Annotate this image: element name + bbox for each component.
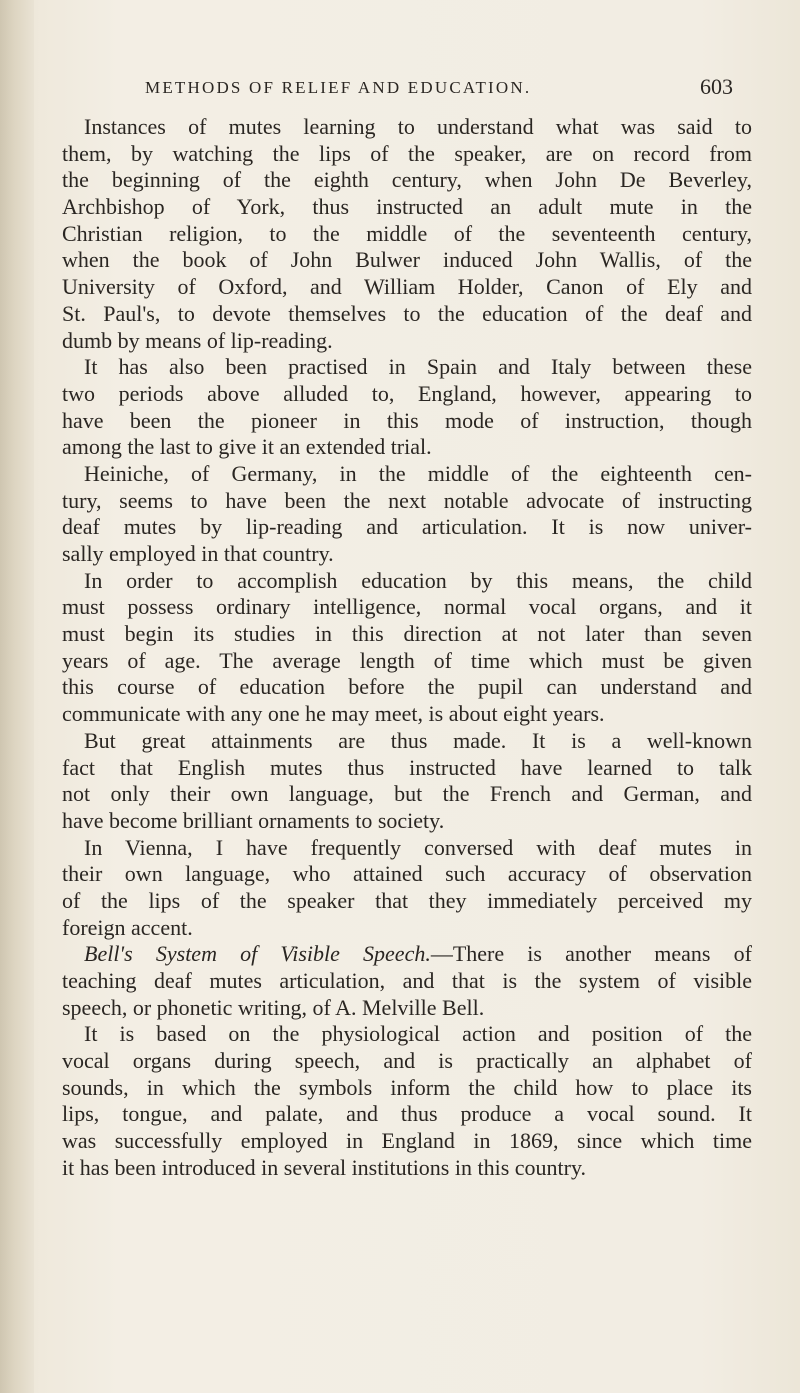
text-line: sounds, in which the symbols inform the child how to place its bbox=[62, 1074, 752, 1100]
text-line: fact that English mutes thus instructed have learned to talk bbox=[62, 754, 752, 780]
text-line: must begin its studies in this direction at not later than seven bbox=[62, 621, 752, 647]
section-heading: Bell's System of Visible Speech. bbox=[84, 941, 431, 967]
text-line: two periods above alluded to, England, however, appearing to bbox=[62, 380, 752, 406]
text-line: teaching deaf mutes articulation, and that is the system of visible bbox=[62, 968, 752, 993]
text-line: Instances of mutes learning to understand what was said to bbox=[84, 114, 752, 139]
text-line: In order to accomplish education by this means, the child bbox=[84, 567, 752, 593]
text-line: sally employed in that country. bbox=[62, 541, 334, 566]
text-line: the beginning of the eighth century, when John De Beverley, bbox=[62, 167, 752, 193]
text-line: University of Oxford, and William Holder, Canon of Ely and bbox=[62, 274, 752, 300]
text-line: deaf mutes by lip-reading and articulation. It is now univer- bbox=[62, 514, 752, 540]
text-line: But great attainments are thus made. It is a well-known bbox=[84, 727, 752, 753]
text-line: communicate with any one he may meet, is about eight years. bbox=[62, 701, 605, 727]
text-line: vocal organs during speech, and is practically an alphabet of bbox=[62, 1048, 752, 1074]
text-line: foreign accent. bbox=[62, 914, 193, 940]
text-line: It is based on the physiological action and position of the bbox=[84, 1021, 752, 1047]
text-line: dumb by means of lip-reading. bbox=[62, 327, 333, 353]
text-line: this course of education before the pupil can understand and bbox=[62, 674, 752, 700]
text-line: of the lips of the speaker that they immediately perceived my bbox=[62, 887, 752, 913]
text-line: not only their own language, but the French and German, and bbox=[62, 781, 752, 807]
text-line: must possess ordinary intelligence, normal vocal organs, and it bbox=[62, 594, 752, 620]
text-line: In Vienna, I have frequently conversed with deaf mutes in bbox=[84, 834, 752, 860]
text-line: them, by watching the lips of the speaker, are on record from bbox=[62, 140, 752, 166]
text-line: speech, or phonetic writing, of A. Melville Bell. bbox=[62, 994, 485, 1020]
text-line: their own language, who attained such accuracy of observation bbox=[62, 861, 752, 887]
text-line: It has also been practised in Spain and Italy between these bbox=[84, 354, 752, 380]
page-spine-shadow bbox=[0, 0, 34, 1393]
text-line: Christian religion, to the middle of the seventeenth century, bbox=[62, 220, 752, 246]
section-heading-rest: —There is another means of bbox=[430, 941, 752, 967]
running-head: METHODS OF RELIEF AND EDUCATION. bbox=[145, 78, 532, 97]
text-line: tury, seems to have been the next notable advocate of instructing bbox=[62, 487, 752, 513]
text-line: years of age. The average length of time which must be given bbox=[62, 647, 752, 673]
text-line: when the book of John Bulwer induced John Wallis, of the bbox=[62, 247, 752, 273]
body-text bbox=[62, 114, 752, 1182]
text-line: Heiniche, of Germany, in the middle of the eighteenth cen- bbox=[84, 460, 752, 486]
text-line: have become brilliant ornaments to society. bbox=[62, 807, 445, 833]
page-number: 603 bbox=[700, 74, 733, 99]
text-line: St. Paul's, to devote themselves to the education of the deaf and bbox=[62, 300, 752, 326]
text-line: lips, tongue, and palate, and thus produce a vocal sound. It bbox=[62, 1101, 752, 1127]
text-line: have been the pioneer in this mode of instruction, though bbox=[62, 407, 752, 433]
text-line: among the last to give it an extended trial. bbox=[62, 434, 432, 460]
text-line: it has been introduced in several institutions in this country. bbox=[62, 1154, 587, 1180]
text-line: was successfully employed in England in 1869, since which time bbox=[62, 1128, 752, 1154]
section-heading-line bbox=[62, 941, 752, 968]
text-line: Archbishop of York, thus instructed an adult mute in the bbox=[62, 194, 752, 220]
